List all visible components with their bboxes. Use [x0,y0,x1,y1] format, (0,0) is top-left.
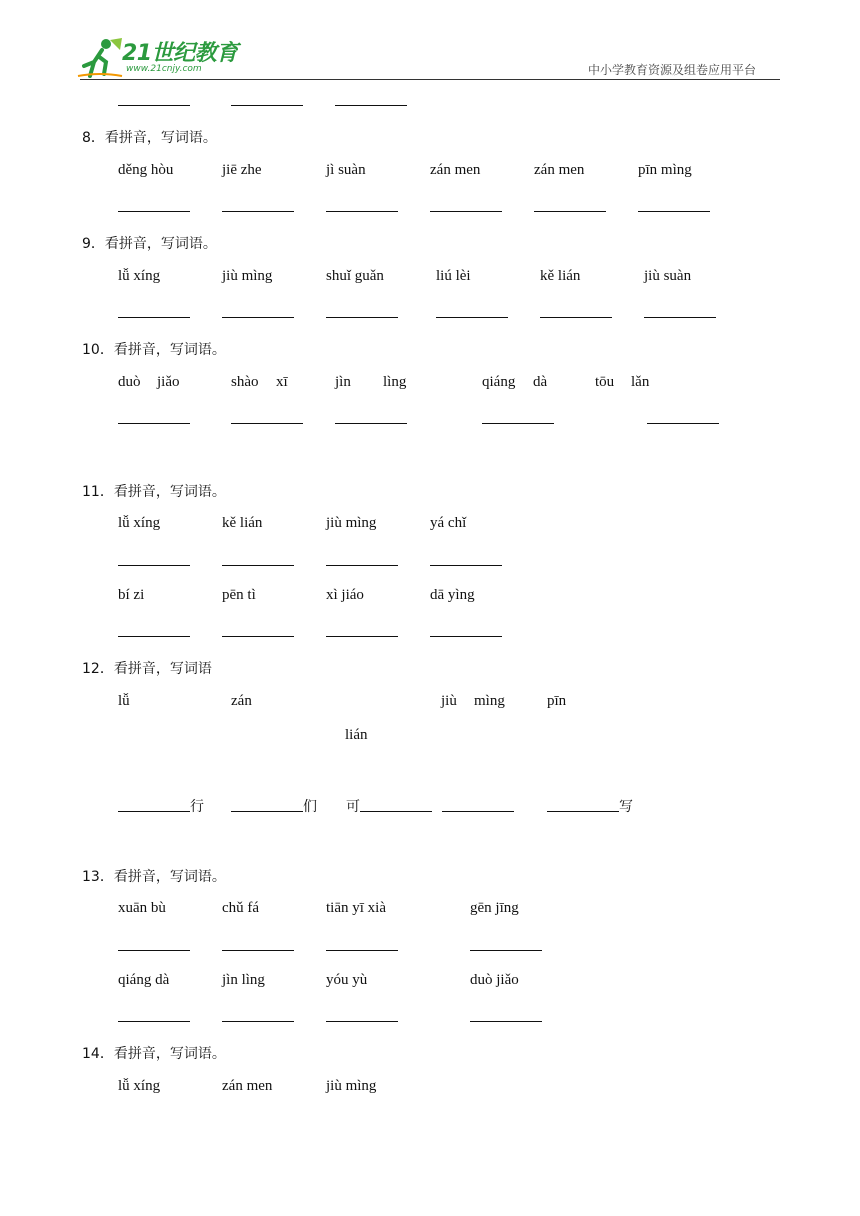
answer-line[interactable] [540,317,612,318]
answer-line[interactable] [231,811,303,812]
runner-logo-icon [76,36,124,80]
answer-line[interactable] [222,950,294,951]
pinyin-syllable: shào [231,374,259,390]
pinyin-syllable: duò [118,374,141,390]
header-divider [80,79,780,80]
pinyin-syllable: lǎn [631,374,650,390]
pinyin-word: pēn tì [222,587,256,603]
answer-line[interactable] [222,317,294,318]
pinyin-syllable: jiù [441,693,457,709]
logo-url: www.21cnjy.com [126,64,202,74]
given-character: 们 [303,799,317,815]
given-character: 可 [346,799,360,815]
pinyin-word: kě lián [540,268,581,284]
answer-line[interactable] [326,565,398,566]
pinyin-word: chǔ fá [222,900,260,916]
answer-line[interactable] [118,636,190,637]
answer-line[interactable] [430,636,502,637]
pinyin-word: yá chǐ [430,515,467,531]
answer-line[interactable] [482,423,554,424]
question-11-title: 11．看拼音，写词语。 [82,484,226,500]
pinyin-word: lǚ xíng [118,515,161,531]
pinyin-word: qiáng dà [118,972,170,988]
answer-line[interactable] [436,317,508,318]
question-10-title: 10．看拼音，写词语。 [82,342,226,358]
pinyin-syllable: dà [533,374,548,390]
answer-line[interactable] [442,811,514,812]
pinyin-word: jì suàn [326,162,366,178]
pinyin-syllable: xī [276,374,288,390]
answer-line[interactable] [326,636,398,637]
answer-line[interactable] [638,211,710,212]
pinyin-word: zán men [222,1078,273,1094]
pinyin-syllable: lǚ [118,693,130,709]
answer-line[interactable] [231,105,303,106]
answer-line[interactable] [534,211,606,212]
question-12-title: 12．看拼音，写词语 [82,661,212,677]
answer-line[interactable] [231,423,303,424]
pinyin-word: xuān bù [118,900,166,916]
answer-line[interactable] [118,423,190,424]
answer-line[interactable] [118,565,190,566]
answer-line[interactable] [430,565,502,566]
question-8-title: 8．看拼音，写词语。 [82,130,217,146]
pinyin-word: jiù mìng [222,268,273,284]
answer-line[interactable] [326,317,398,318]
pinyin-syllable: jiǎo [157,374,180,390]
pinyin-syllable: tōu [595,374,615,390]
logo [76,36,246,82]
pinyin-word: bí zi [118,587,145,603]
pinyin-syllable: pīn [547,693,567,709]
pinyin-syllable: jìn [335,374,351,390]
pinyin-word: jiù suàn [644,268,692,284]
pinyin-word: lǚ xíng [118,1078,161,1094]
pinyin-word: jiē zhe [222,162,262,178]
answer-line[interactable] [118,1021,190,1022]
answer-line[interactable] [118,317,190,318]
platform-name: 中小学教育资源及组卷应用平台 [588,63,757,77]
answer-line[interactable] [547,811,619,812]
given-character: 行 [190,799,204,815]
pinyin-word: xì jiáo [326,587,364,603]
answer-line[interactable] [222,565,294,566]
pinyin-word: dā yìng [430,587,475,603]
pinyin-syllable: zán [231,693,252,709]
pinyin-word: jìn lìng [222,972,265,988]
pinyin-word: kě lián [222,515,263,531]
question-9-title: 9．看拼音，写词语。 [82,236,217,252]
answer-line[interactable] [470,1021,542,1022]
pinyin-syllable: mìng [474,693,505,709]
question-13-title: 13．看拼音，写词语。 [82,869,226,885]
given-character: 写 [619,799,633,815]
question-14-title: 14．看拼音，写词语。 [82,1046,226,1062]
pinyin-word: děng hòu [118,162,174,178]
pinyin-word: jiù mìng [326,515,377,531]
answer-line[interactable] [222,1021,294,1022]
logo-text: 21世纪教育 [122,41,238,66]
pinyin-word: zán men [430,162,481,178]
answer-line[interactable] [118,211,190,212]
pinyin-word: pīn mìng [638,162,692,178]
answer-line[interactable] [360,811,432,812]
pinyin-word: liú lèi [436,268,471,284]
pinyin-word: zán men [534,162,585,178]
answer-line[interactable] [326,1021,398,1022]
pinyin-word: yóu yù [326,972,368,988]
answer-line[interactable] [222,636,294,637]
answer-line[interactable] [335,105,407,106]
answer-line[interactable] [118,950,190,951]
answer-line[interactable] [326,211,398,212]
pinyin-word: duò jiǎo [470,972,519,988]
answer-line[interactable] [222,211,294,212]
pinyin-word: lǚ xíng [118,268,161,284]
answer-line[interactable] [326,950,398,951]
answer-line[interactable] [644,317,716,318]
answer-line[interactable] [118,105,190,106]
answer-line[interactable] [470,950,542,951]
pinyin-word: tiān yī xià [326,900,386,916]
answer-line[interactable] [118,811,190,812]
answer-line[interactable] [647,423,719,424]
answer-line[interactable] [335,423,407,424]
pinyin-syllable: lìng [383,374,407,390]
pinyin-syllable: qiáng [482,374,516,390]
pinyin-word: shuǐ guǎn [326,268,384,284]
pinyin-word: gēn jīng [470,900,519,916]
pinyin-syllable: lián [345,727,368,743]
pinyin-word: jiù mìng [326,1078,377,1094]
answer-line[interactable] [430,211,502,212]
